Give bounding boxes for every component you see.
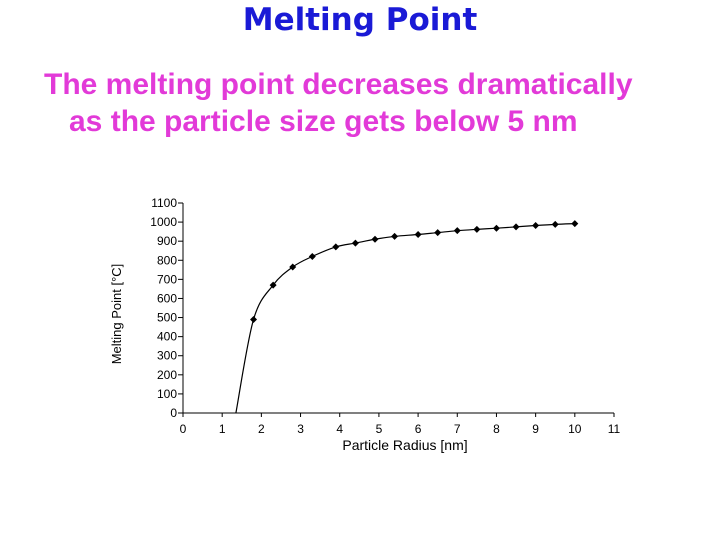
- y-tick-label: 200: [156, 367, 177, 382]
- y-tick-label: 0: [170, 406, 177, 420]
- y-tick-label: 100: [156, 386, 177, 401]
- x-tick-label: 9: [532, 422, 539, 436]
- data-markers: [250, 220, 578, 323]
- x-tick-label: 10: [568, 422, 582, 436]
- x-tick-label: 8: [493, 422, 500, 436]
- y-tick-label: 1000: [150, 215, 177, 230]
- x-tick-label: 4: [336, 422, 344, 436]
- data-point-marker: [571, 220, 578, 227]
- data-point-marker: [434, 229, 441, 236]
- data-point-marker: [473, 226, 480, 233]
- y-tick-label: 900: [156, 234, 177, 249]
- y-tick-label: 600: [156, 291, 177, 306]
- y-tick-label: 1100: [151, 196, 177, 210]
- y-tick-label: 500: [156, 310, 177, 325]
- y-tick-label: 400: [156, 329, 177, 344]
- data-point-marker: [309, 253, 316, 260]
- y-tick-label: 700: [156, 272, 177, 287]
- x-tick-label: 0: [179, 422, 187, 436]
- x-tick-label: 3: [297, 422, 304, 436]
- data-point-marker: [552, 221, 559, 228]
- data-point-marker: [513, 223, 520, 230]
- data-point-marker: [391, 233, 398, 240]
- data-point-marker: [454, 227, 461, 234]
- data-point-marker: [415, 231, 422, 238]
- data-point-marker: [332, 243, 339, 250]
- x-tick-label: 1: [218, 422, 226, 436]
- data-point-marker: [371, 236, 378, 243]
- x-tick-label: 7: [453, 422, 461, 436]
- melting-point-curve: [236, 224, 575, 413]
- x-tick-label: 5: [375, 422, 383, 436]
- y-axis-ticks: [150, 196, 183, 420]
- data-point-marker: [352, 240, 359, 247]
- x-axis-ticks: [180, 413, 621, 436]
- slide-title: Melting Point: [242, 2, 478, 38]
- subtitle-line-2: as the particle size gets below 5 nm: [69, 105, 578, 138]
- data-point-marker: [493, 225, 500, 232]
- y-tick-label: 300: [156, 348, 177, 363]
- x-tick-label: 11: [607, 422, 621, 436]
- data-point-marker: [250, 316, 257, 323]
- chart-axes: [183, 203, 614, 413]
- x-tick-label: 2: [258, 422, 265, 436]
- subtitle-line-1: The melting point decreases dramatically: [44, 68, 633, 101]
- x-axis-label: Particle Radius [nm]: [342, 437, 468, 453]
- y-tick-label: 800: [156, 253, 177, 268]
- data-point-marker: [532, 222, 539, 229]
- x-tick-label: 6: [414, 422, 422, 436]
- y-axis-label: Melting Point [°C]: [109, 263, 124, 365]
